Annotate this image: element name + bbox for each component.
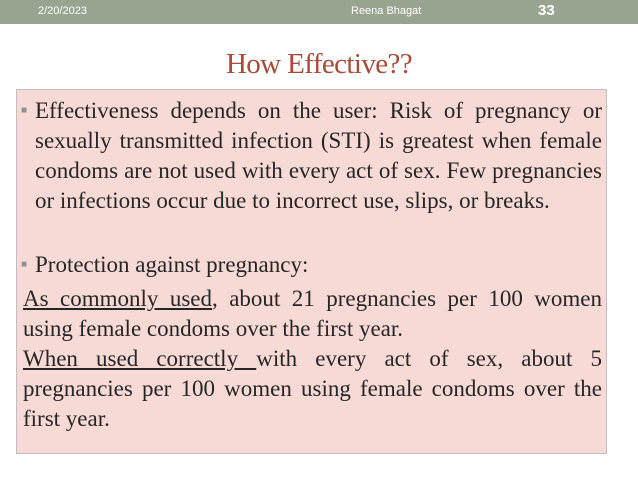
bullet-effectiveness [21,96,602,216]
slide-author: Reena Bhagat [351,5,422,17]
common-use-text: , about 21 pregnancies per 100 women using female condoms over the first year. [23,286,602,341]
correct-use-text: with every act of sex, about 5 pregnancies per 100 women using female condoms over the first year. [23,346,602,431]
common-use-label: As commonly used [23,286,213,311]
content-box [16,89,607,454]
slide-header-bar [0,0,638,24]
bullet-protection [21,250,602,280]
bullet-square-icon: ■ [21,105,28,116]
bullet-protection-text: Protection against pregnancy: [35,252,309,277]
correct-use-label: When used correctly [23,346,257,371]
bullet-effectiveness-text: Effectiveness depends on the user: Risk of pregnancy or sexually transmitted infection (STI) is greatest when female condoms are not used with every act of sex. Few pregnancies or infections occur due to incorrect use, slips, or breaks. [35,98,602,213]
slide-number: 33 [538,2,555,19]
slide-date: 2/20/2023 [38,5,87,17]
slide-title: How Effective?? [225,48,413,80]
correct-use-paragraph [23,344,602,434]
common-use-paragraph [23,284,602,344]
bullet-square-icon: ■ [21,259,28,270]
